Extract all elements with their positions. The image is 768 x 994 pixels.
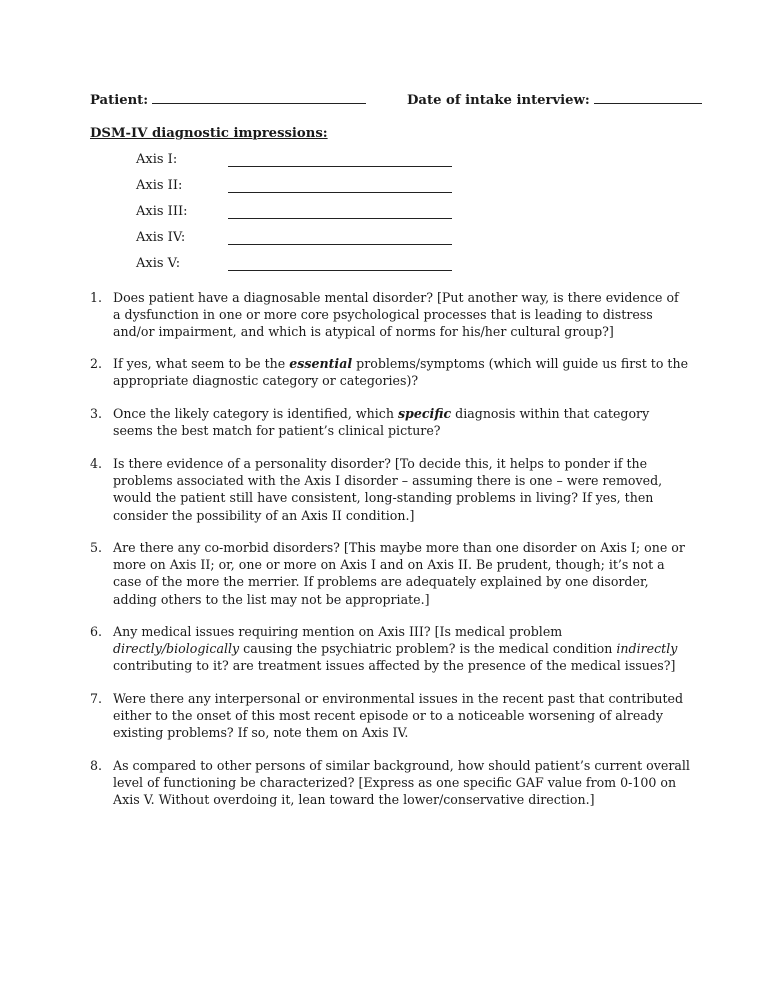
axis-3-blank-line: [228, 218, 452, 219]
question-text: Any medical issues requiring mention on Axis III? [Is medical problem directly/biologically causing the psychiatric problem? is the medical condition indirectly contributing to it? are treatment issues affected by the presence of the medical issues?]: [113, 624, 678, 674]
question-text: Is there evidence of a personality disorder? [To decide this, it helps to ponder if the problems associated with the Axis I disorder – assuming there is one – were removed, would the patient still have consistent, long-standing problems in living? If yes, then consider the possibility of an Axis II condition.]: [113, 456, 663, 523]
patient-label: Patient:: [90, 93, 149, 108]
intake-date-blank-line: [594, 91, 702, 104]
question-text: Were there any interpersonal or environmental issues in the recent past that contributed either to the onset of this most recent episode or to a noticeable worsening of already existing problems? If so, note them on Axis IV.: [113, 691, 684, 741]
intake-date-field: [407, 91, 702, 108]
question-number: 5.: [90, 540, 103, 555]
question-5: [90, 539, 690, 608]
question-4: [90, 455, 690, 524]
question-number: 8.: [90, 758, 103, 773]
axis-2-label: Axis II:: [136, 178, 183, 193]
question-1: [90, 289, 690, 341]
axis-4-label: Axis IV:: [136, 230, 186, 245]
question-text: As compared to other persons of similar background, how should patient’s current overall level of functioning be characterized? [Express as one specific GAF value from 0-100 on Axis V. Without overdoing it, lean toward the lower/conservative direction.]: [113, 758, 690, 808]
question-number: 7.: [90, 691, 103, 706]
question-7: [90, 690, 690, 742]
emphasis-directly-biologically: directly/biologically: [113, 641, 240, 657]
emphasis-specific: specific: [397, 406, 452, 421]
axis-2-blank-line: [228, 192, 452, 193]
question-3: [90, 405, 690, 439]
question-text: Once the likely category is identified, which specific diagnosis within that category seems the best match for patient’s clinical picture?: [113, 406, 650, 439]
question-number: 2.: [90, 356, 103, 371]
axis-1-blank-line: [228, 166, 452, 167]
emphasis-essential: essential: [289, 356, 353, 371]
question-number: 4.: [90, 456, 103, 471]
question-number: 1.: [90, 290, 103, 305]
question-number: 6.: [90, 624, 103, 639]
emphasis-indirectly: indirectly: [616, 641, 678, 657]
intake-date-label: Date of intake interview:: [407, 93, 590, 108]
axis-4-blank-line: [228, 244, 452, 245]
axis-1-label: Axis I:: [136, 152, 178, 167]
question-8: [90, 757, 690, 809]
patient-field: [90, 91, 366, 108]
axis-5-blank-line: [228, 270, 452, 271]
axis-3-label: Axis III:: [136, 204, 188, 219]
question-2: [90, 355, 690, 389]
question-text: If yes, what seem to be the essential problems/symptoms (which will guide us first to the appropriate diagnostic category or categories)?: [113, 356, 689, 389]
dsm-section-title: DSM-IV diagnostic impressions:: [90, 126, 328, 141]
patient-blank-line: [152, 91, 366, 104]
question-number: 3.: [90, 406, 103, 421]
axis-5-label: Axis V:: [136, 256, 181, 271]
question-text: Are there any co-morbid disorders? [This maybe more than one disorder on Axis I; one or more on Axis II; or, one or more on Axis I and on Axis II. Be prudent, though; it’s not a case of the more the merrier. If problems are adequately explained by one disorder, adding others to the list may not be appropriate.]: [113, 540, 685, 607]
question-text: Does patient have a diagnosable mental disorder? [Put another way, is there evidence of a dysfunction in one or more core psychological processes that is leading to distress and/or impairment, and which is atypical of norms for his/her cultural group?]: [113, 290, 679, 340]
question-6: [90, 623, 690, 675]
